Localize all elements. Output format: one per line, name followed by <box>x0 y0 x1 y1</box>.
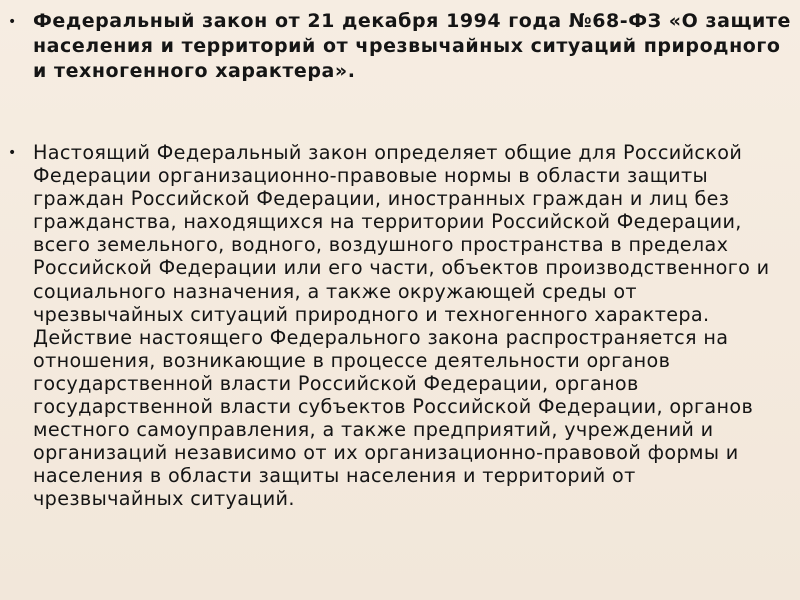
law-description: Настоящий Федеральный закон определяет общие для Российской Федерации организационно-правовые нормы в области защиты граждан Российской Федерации, иностранных граждан и лиц без гражданства, находящихся на территории Российской Федерации, всего земельного, водного, воздушного пространства в пределах Российской Федерации или его части, объектов производственного и социального назначения, а также окружающей среды от чрезвычайных ситуаций природного и техногенного характера. Действие настоящего Федерального закона распространяется на отношения, возникающие в процессе деятельности органов государственной власти Российской Федерации, органов государственной власти субъектов Российской Федерации, органов местного самоуправления, а также предприятий, учреждений и организаций независимо от их организационно-правовой формы и населения в области защиты населения и территорий от чрезвычайных ситуаций. <box>33 141 770 511</box>
bullet-icon: • <box>8 145 17 161</box>
bullet-icon: • <box>8 14 17 30</box>
law-title: Федеральный закон от 21 декабря 1994 года №68-ФЗ «О защите населения и территорий от чрезвычайных ситуаций природного и техногенного характера». <box>33 10 791 82</box>
